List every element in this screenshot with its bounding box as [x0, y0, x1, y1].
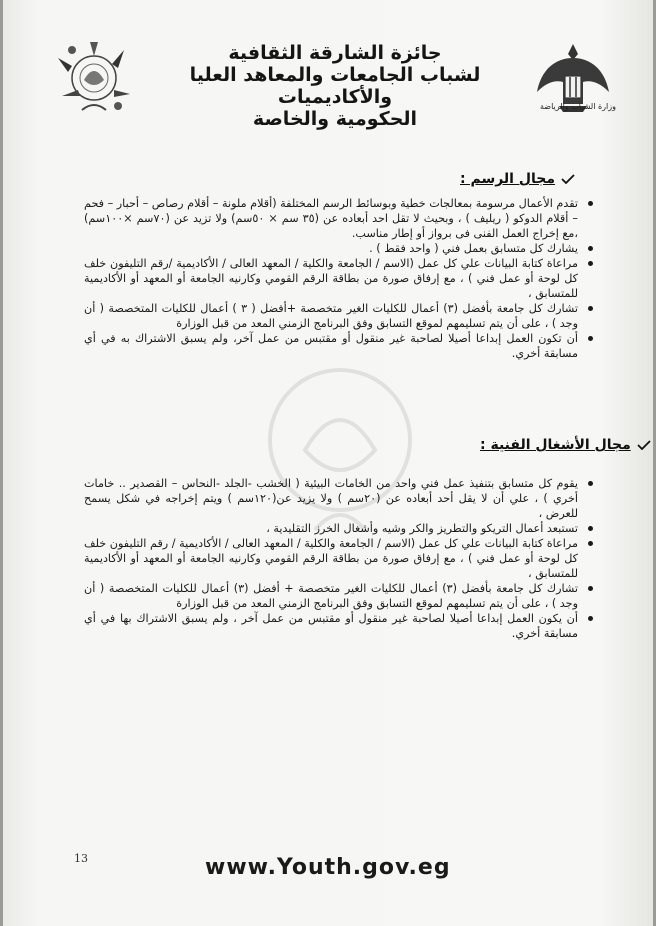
list-item: مراعاة كتابة البيانات علي كل عمل (الاسم / الجامعة والكلية / المعهد العالى / الأكاديمية / رقم التليفون خلف كل لوحة أو عمل فني ) ، مع إرفاق صورة من بطاقة الرقم القومي وكارنيه الجامعة أو المعهد أو الأكاديمية للمتسابق ،: [84, 536, 596, 581]
crafts-requirements-list: [84, 476, 596, 641]
list-item: يقوم كل متسابق بتنفيذ عمل فني واحد من الخامات البيئية ( الخشب -الجلد -النحاس – القصدير .. خامات أخري ) ، علي أن لا يقل أحد أبعاده عن (٢٠سم ) ولا يزيد عن(١٢٠سم ) ويتم إخراجه في شكل يسمح للعرض ،: [84, 476, 596, 521]
header-line-3: الحكومية والخاصة: [252, 108, 418, 130]
check-mark-icon: [561, 174, 575, 184]
list-item: يشارك كل متسابق بعمل فني ( واحد فقط ) .: [84, 241, 596, 256]
section-title-crafts-text: مجال الأشغال الفنية :: [480, 437, 631, 453]
header-line-1: جائزة الشارقة الثقافية: [228, 42, 442, 64]
drawing-requirements-list: [84, 196, 596, 361]
list-item: أن تكون العمل إبداعا أصيلا لصاحبة غير منقول أو مقتبس من عمل آخر، ولم يسبق الاشتراك به في أي مسابقة أخري.: [84, 331, 596, 361]
list-item: أن يكون العمل إبداعا أصيلا لصاحبة غير منقول أو مقتبس من عمل آخر ، ولم يسبق الاشتراك بها في أي مسابقة أخري.: [84, 611, 596, 641]
list-item: مراعاة كتابة البيانات علي كل عمل (الاسم / الجامعة والكلية / المعهد العالى / الأكاديمية /رقم التليفون خلف كل لوحة أو عمل فني ) ، مع إرفاق صورة من بطاقة الرقم القومي وكارنيه الجامعة أو المعهد أو الأكاديمية للمتسابق ،: [84, 256, 596, 301]
list-item: تشارك كل جامعة بأفضل (٣) أعمال للكليات الغير متخصصة + أفضل (٣) أعمال للكليات المتخصصة ( أن وجد ) ، على أن يتم تسليمهم لموقع التسابق وفق البرنامج الزمني المعد من قبل الوزارة: [84, 581, 596, 611]
sharjah-award-emblem-icon: [52, 36, 136, 118]
check-mark-icon: [637, 440, 651, 450]
document-header: [150, 42, 520, 130]
footer-website: www.Youth.gov.eg: [205, 855, 451, 880]
page-number: 13: [74, 852, 88, 865]
section-title-crafts: [480, 437, 651, 453]
section-title-drawing-text: مجال الرسم :: [460, 171, 556, 187]
scan-edge-left: [0, 0, 3, 926]
list-item: تقدم الأعمال مرسومة بمعالجات خطية وبوسائط الرسم المختلفة (أقلام ملونة – أقلام رصاص – أحبار – فحم – أقلام الدوكو ( ريليف ) ، وبحيث لا تقل احد أبعاده عن (٣٥ سم × ٥٠سم) ولا تزيد عن (٧٠سم ×١٠٠سم) ،مع إخراج العمل الفنى فى برواز أو إطار مناسب.: [84, 196, 596, 241]
list-item: تشارك كل جامعة بأفضل (٣) أعمال للكليات الغير متخصصة +أفضل ( ٣ ) أعمال للكليات المتخصصة ( أن وجد ) ، على أن يتم تسليمهم لموقع التسابق وفق البرنامج الزمني المعد من قبل الوزارة: [84, 301, 596, 331]
section-title-drawing: [460, 171, 575, 187]
header-line-2: لشباب الجامعات والمعاهد العليا والأكاديميات: [189, 64, 481, 108]
ministry-name: وزارة الشباب والرياضة: [540, 102, 616, 111]
list-item: تستبعد أعمال التريكو والتطريز والكر وشيه وأشغال الخرز التقليدية ،: [84, 521, 596, 536]
